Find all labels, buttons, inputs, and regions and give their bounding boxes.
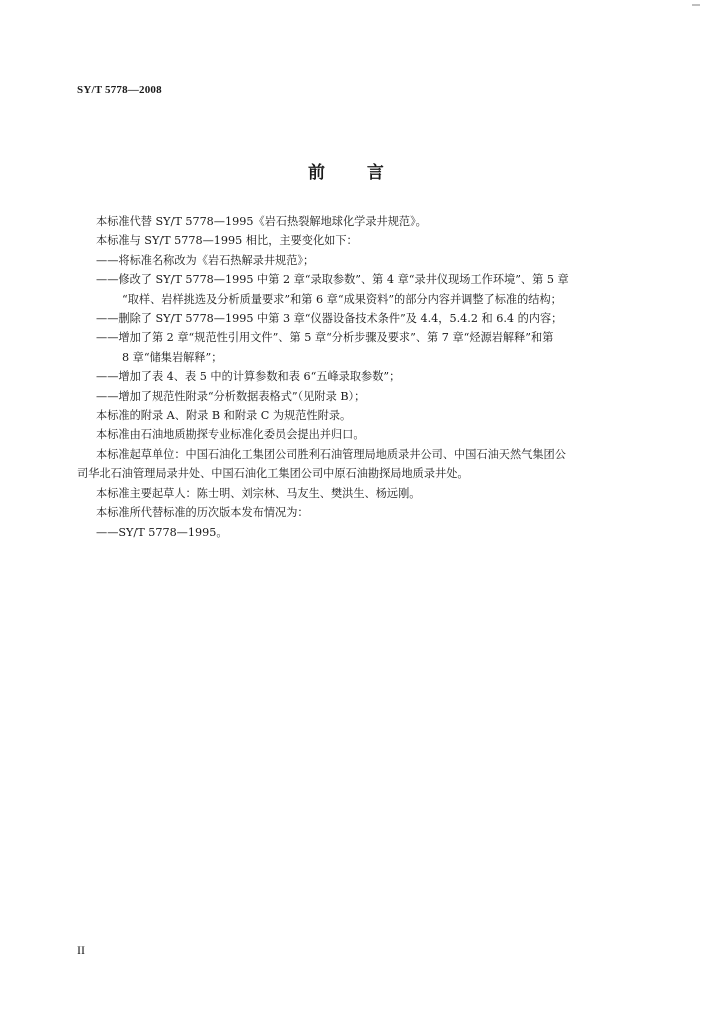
list-item: ——修改了 SY/T 5778—1995 中第 2 章“录取参数”、第 4 章“录井仪现场工作环境”、第 5 章 <box>96 273 569 287</box>
list-item: ——SY/T 5778—1995。 <box>96 525 228 539</box>
list-item-continuation: 8 章“储集岩解释”； <box>122 350 223 364</box>
page-title: 前 言 <box>308 163 384 183</box>
paragraph: 本标准由石油地质勘探专业标准化委员会提出并归口。 <box>96 428 365 442</box>
list-item-continuation: “取样、岩样挑选及分析质量要求”和第 6 章“成果资料”的部分内容并调整了标准的结构； <box>122 292 562 306</box>
list-item: ——增加了表 4、表 5 中的计算参数和表 6“五峰录取参数”； <box>96 370 401 384</box>
paragraph-continuation: 司华北石油管理局录井处、中国石油化工集团公司中原石油勘探局地质录井处。 <box>77 467 469 481</box>
list-item: ——增加了第 2 章“规范性引用文件”、第 5 章“分析步骤及要求”、第 7 章“烃源岩解释”和第 <box>96 331 554 345</box>
foreword-body <box>77 212 662 542</box>
scan-corner-mark <box>692 4 700 6</box>
paragraph: 本标准的附录 A、附录 B 和附录 C 为规范性附录。 <box>96 409 352 423</box>
paragraph: 本标准与 SY/T 5778—1995 相比，主要变化如下： <box>96 234 358 248</box>
document-code: SY/T 5778—2008 <box>77 84 162 96</box>
paragraph: 本标准代替 SY/T 5778—1995《岩石热裂解地球化学录井规范》。 <box>96 215 427 228</box>
paragraph: 本标准主要起草人：陈士明、刘宗林、马友生、樊洪生、杨远刚。 <box>96 486 421 500</box>
page-number: II <box>77 943 85 957</box>
paragraph: 本标准所代替标准的历次版本发布情况为： <box>96 506 309 520</box>
list-item: ——增加了规范性附录“分析数据表格式”（见附录 B）； <box>96 389 366 403</box>
list-item: ——将标准名称改为《岩石热解录井规范》； <box>96 253 315 267</box>
paragraph: 本标准起草单位：中国石油化工集团公司胜利石油管理局地质录井公司、中国石油天然气集团公 <box>96 447 566 461</box>
list-item: ——删除了 SY/T 5778—1995 中第 3 章“仪器设备技术条件”及 4.4，5.4.2 和 6.4 的内容； <box>96 312 563 326</box>
